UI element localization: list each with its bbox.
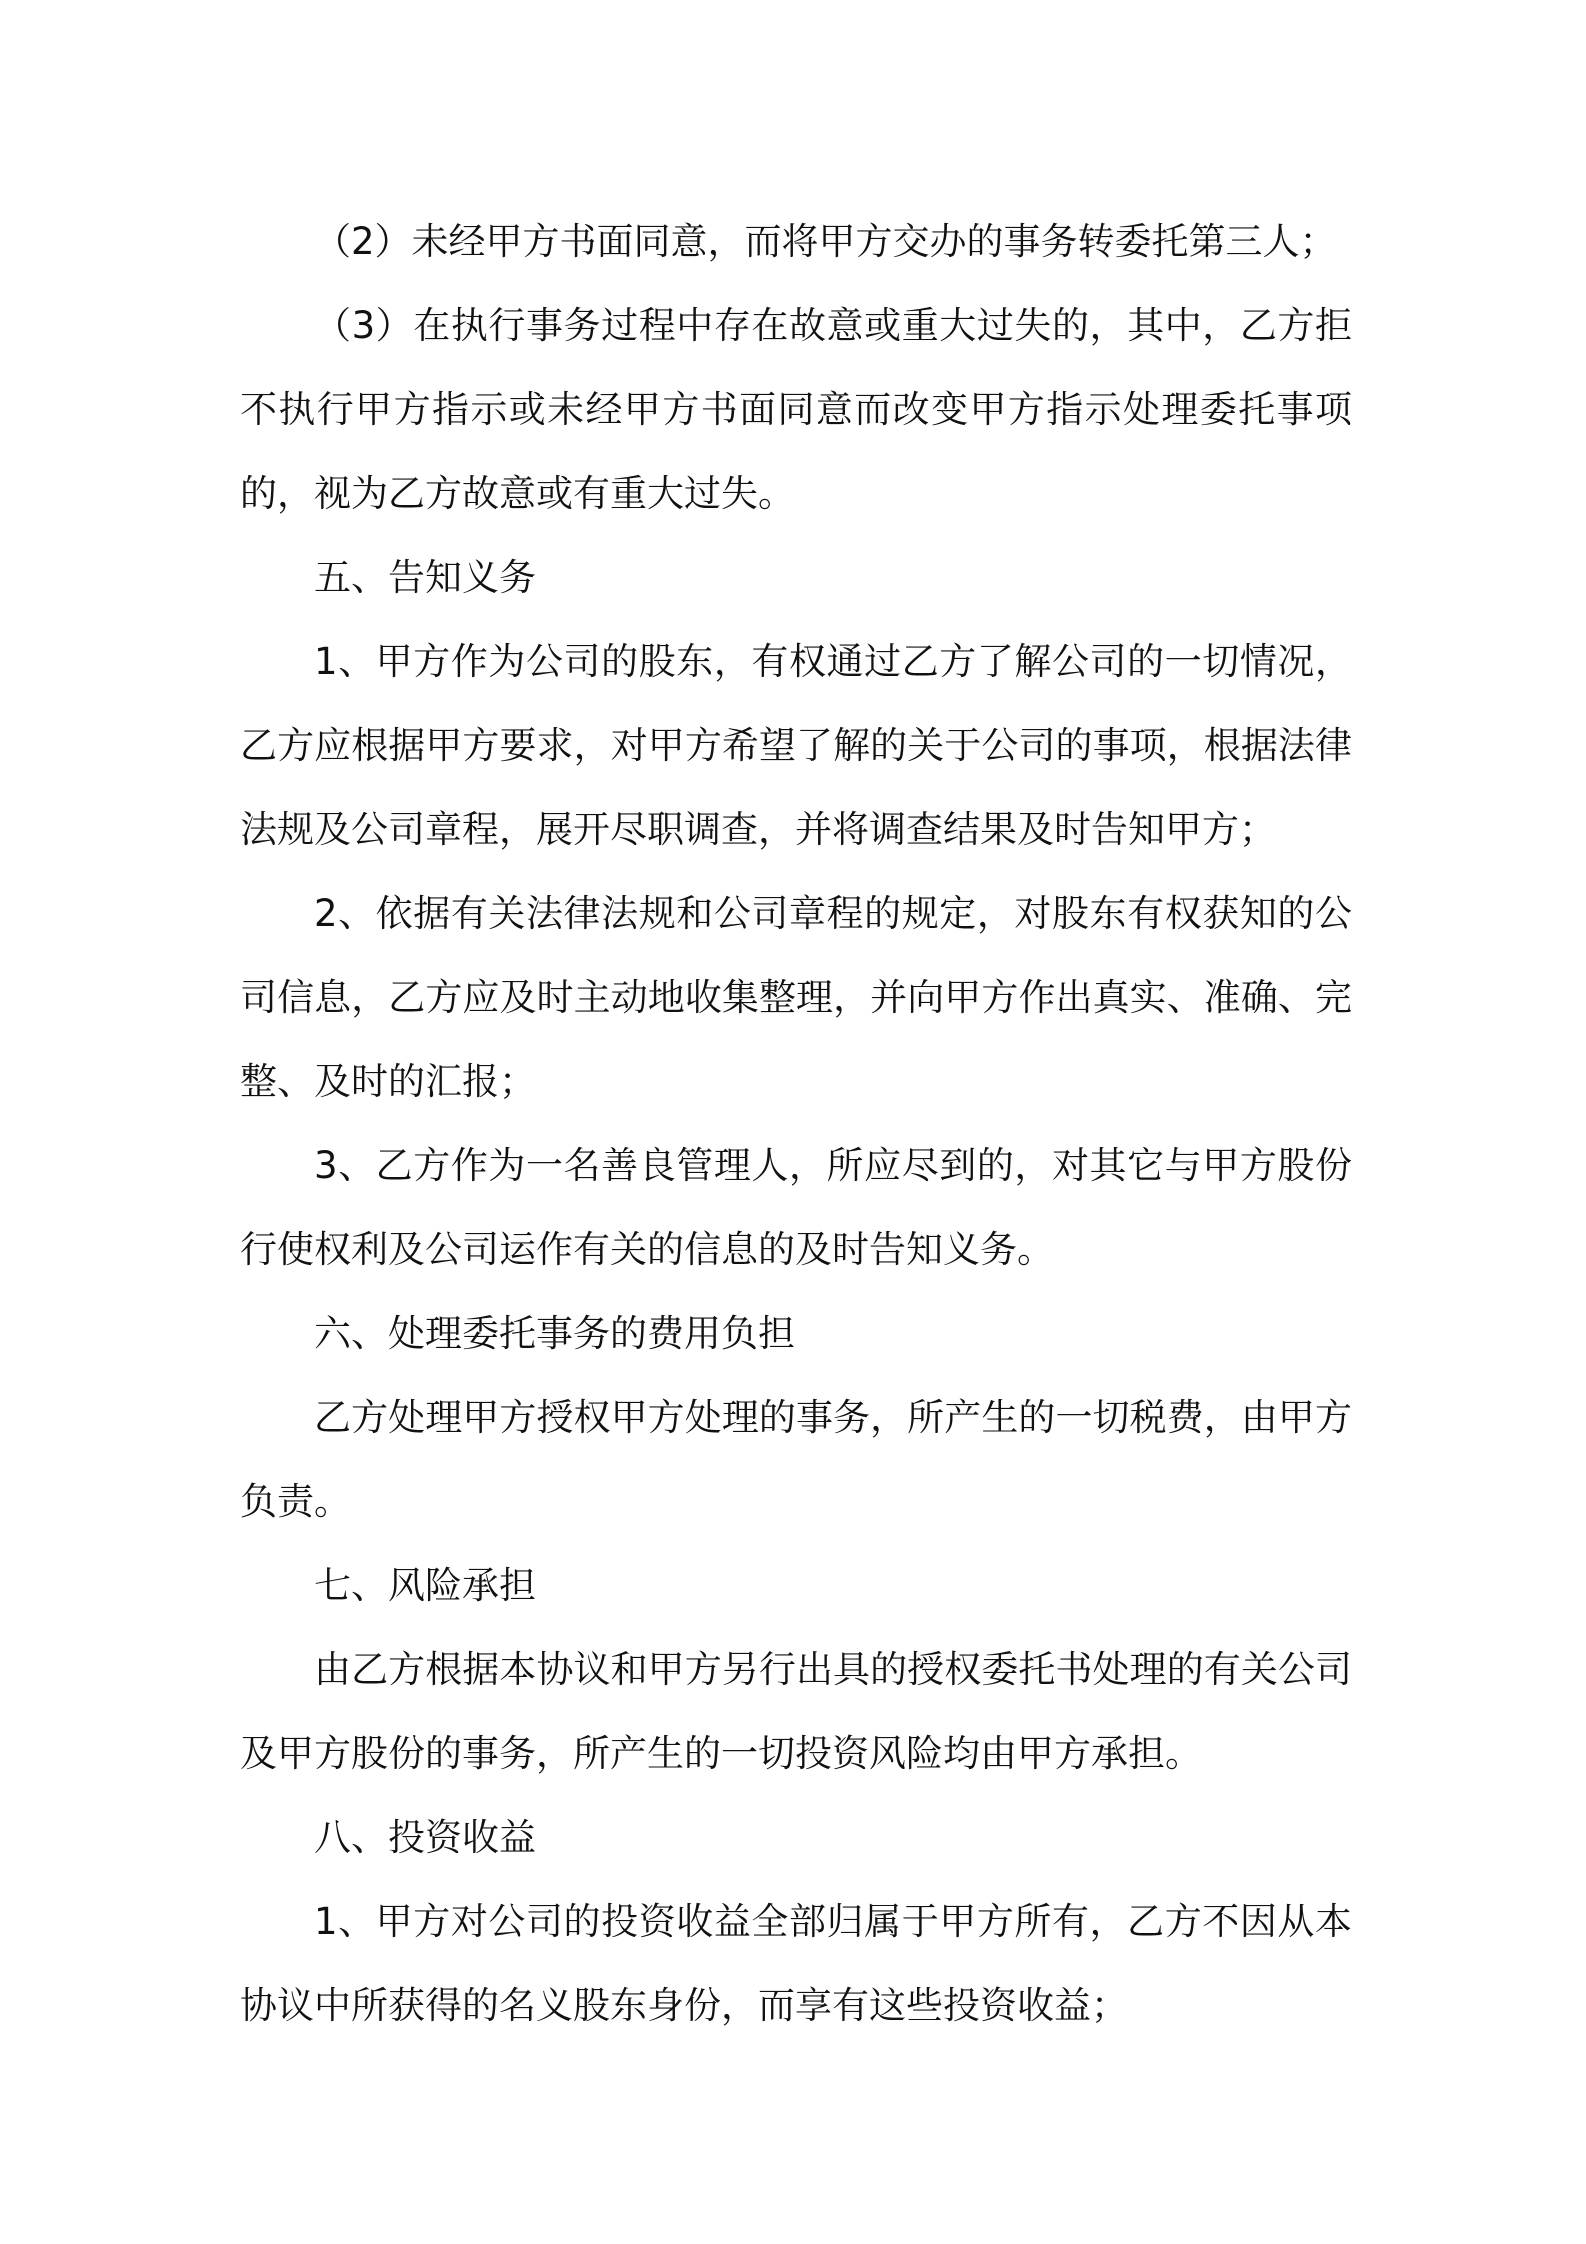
paragraph-5-2: 2、依据有关法律法规和公司章程的规定，对股东有权获知的公司信息，乙方应及时主动地收集整理，并向甲方作出真实、准确、完整、及时的汇报； bbox=[240, 892, 1352, 1103]
section-heading-8: 八、投资收益 bbox=[314, 1816, 536, 1859]
paragraph-item-2: （2）未经甲方书面同意，而将甲方交办的事务转委托第三人； bbox=[314, 220, 1337, 263]
document-page bbox=[240, 200, 1352, 2048]
section-heading-5: 五、告知义务 bbox=[314, 556, 536, 599]
section-heading-7: 七、风险承担 bbox=[314, 1564, 536, 1607]
paragraph-7: 由乙方根据本协议和甲方另行出具的授权委托书处理的有关公司及甲方股份的事务，所产生的一切投资风险均由甲方承担。 bbox=[240, 1648, 1352, 1775]
paragraph-5-1: 1、甲方作为公司的股东，有权通过乙方了解公司的一切情况，乙方应根据甲方要求，对甲方希望了解的关于公司的事项，根据法律法规及公司章程，展开尽职调查，并将调查结果及时告知甲方； bbox=[240, 640, 1352, 851]
paragraph-item-3: （3）在执行事务过程中存在故意或重大过失的，其中，乙方拒不执行甲方指示或未经甲方书面同意而改变甲方指示处理委托事项的，视为乙方故意或有重大过失。 bbox=[240, 304, 1352, 515]
paragraph-8-1: 1、甲方对公司的投资收益全部归属于甲方所有，乙方不因从本协议中所获得的名义股东身份，而享有这些投资收益； bbox=[240, 1900, 1352, 2027]
paragraph-6: 乙方处理甲方授权甲方处理的事务，所产生的一切税费，由甲方负责。 bbox=[240, 1396, 1352, 1523]
section-heading-6: 六、处理委托事务的费用负担 bbox=[314, 1312, 795, 1355]
paragraph-5-3: 3、乙方作为一名善良管理人，所应尽到的，对其它与甲方股份行使权利及公司运作有关的信息的及时告知义务。 bbox=[240, 1144, 1352, 1271]
